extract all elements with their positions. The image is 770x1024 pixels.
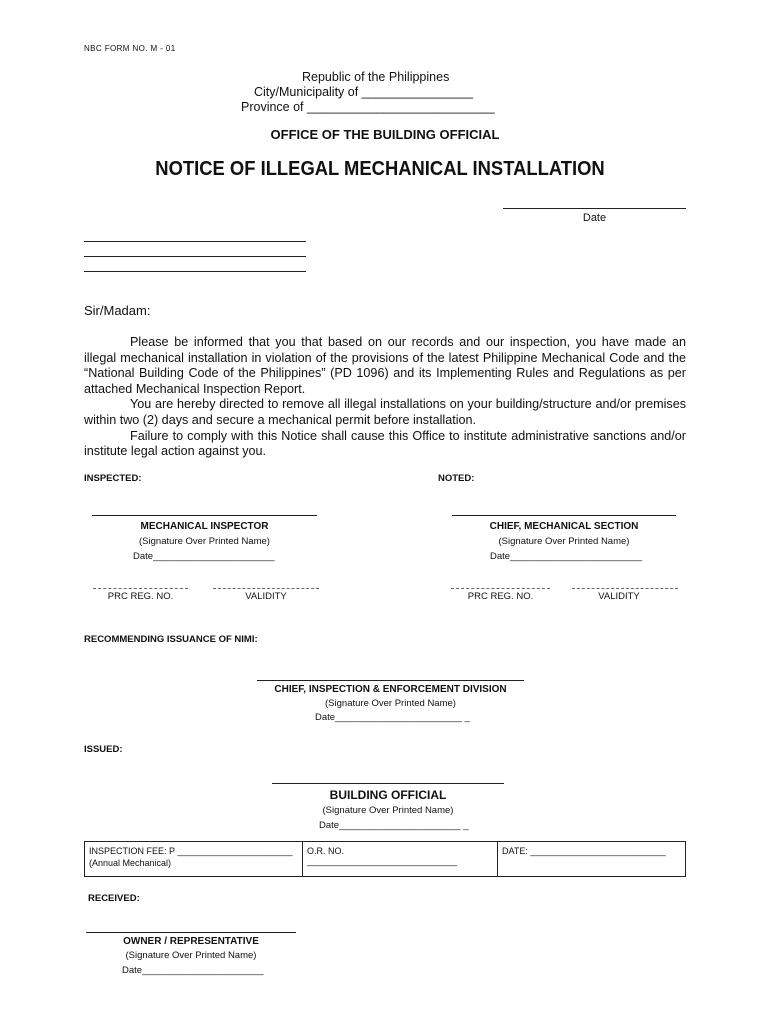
addressee-line-2 xyxy=(84,256,306,257)
building-official-date: Date_______________________ _ xyxy=(319,820,469,831)
owner-date: Date_______________________ xyxy=(122,965,264,976)
recommending-label: RECOMMENDING ISSUANCE OF NIMI: xyxy=(84,634,258,645)
inspector-title: MECHANICAL INSPECTOR xyxy=(140,521,269,532)
chief-prc-label: PRC REG. NO. xyxy=(467,591,534,602)
date-line xyxy=(503,208,686,209)
chief-mechanical-date: Date_________________________ xyxy=(490,551,643,562)
chief-inspection-sub: (Signature Over Printed Name) xyxy=(325,698,456,709)
noted-label: NOTED: xyxy=(438,473,475,484)
chief-mechanical-sub: (Signature Over Printed Name) xyxy=(498,536,630,547)
inspector-prc-label: PRC REG. NO. xyxy=(107,591,174,602)
inspector-sub: (Signature Over Printed Name) xyxy=(139,536,270,547)
chief-inspection-signature-line xyxy=(257,680,524,681)
date-label: Date xyxy=(582,212,607,224)
chief-inspection-title: CHIEF, INSPECTION & ENFORCEMENT DIVISION xyxy=(274,684,507,695)
inspector-signature-line xyxy=(92,515,317,516)
office-heading: OFFICE OF THE BUILDING OFFICIAL xyxy=(270,127,500,142)
fee-table xyxy=(84,841,686,877)
city-line: City/Municipality of ________________ xyxy=(254,85,473,99)
chief-validity-label: VALIDITY xyxy=(598,591,640,602)
body-paragraph-3: Failure to comply with this Notice shall cause this Office to institute administrative sanctions and/or institute legal action against you. xyxy=(84,428,686,459)
body-paragraph-2: You are hereby directed to remove all illegal installations on your building/structure and/or premises within two (2) days and secure a mechanical permit before installation. xyxy=(84,397,686,427)
inspector-prc-line xyxy=(93,588,188,589)
page-title: NOTICE OF ILLEGAL MECHANICAL INSTALLATION xyxy=(155,158,605,180)
salutation: Sir/Madam: xyxy=(84,303,151,318)
owner-sub: (Signature Over Printed Name) xyxy=(125,950,257,961)
received-label: RECEIVED: xyxy=(88,893,140,904)
notice-body xyxy=(84,335,686,460)
owner-signature-line xyxy=(86,932,296,933)
chief-validity-line xyxy=(572,588,678,589)
chief-prc-line xyxy=(451,588,550,589)
chief-inspection-date: Date________________________ _ xyxy=(315,712,470,723)
fee-note: (Annual Mechanical) xyxy=(89,858,172,868)
building-official-title: BUILDING OFFICIAL xyxy=(329,788,447,802)
inspector-validity-label: VALIDITY xyxy=(245,591,287,602)
inspector-date: Date_______________________ xyxy=(133,551,275,562)
inspector-validity-line xyxy=(213,588,319,589)
fee-date-field[interactable]: DATE: ___________________________ xyxy=(498,842,686,877)
issued-label: ISSUED: xyxy=(84,744,123,755)
republic-line: Republic of the Philippines xyxy=(302,70,450,84)
building-official-signature-line xyxy=(272,783,504,784)
inspection-fee-field: INSPECTION FEE: P _______________________ xyxy=(89,846,293,856)
owner-title: OWNER / REPRESENTATIVE xyxy=(123,936,259,947)
chief-mechanical-title: CHIEF, MECHANICAL SECTION xyxy=(489,521,639,532)
addressee-line-3 xyxy=(84,271,306,272)
fee-cell[interactable] xyxy=(85,842,303,877)
province-line: Province of ___________________________ xyxy=(241,100,495,114)
inspected-label: INSPECTED: xyxy=(84,473,142,484)
fee-table-row xyxy=(85,842,686,877)
body-paragraph-1: Please be informed that you that based on our records and our inspection, you have made an illegal mechanical installation in violation of the provisions of the latest Philippine Mechanical Code and the “National Building Code of the Philippines” (PD 1096) and its Implementing Rules and Regulations as per attached Mechanical Inspection Report. xyxy=(84,335,686,396)
addressee-line-1 xyxy=(84,241,306,242)
form-number: NBC FORM NO. M - 01 xyxy=(84,44,176,53)
chief-mechanical-signature-line xyxy=(452,515,676,516)
building-official-sub: (Signature Over Printed Name) xyxy=(322,805,454,816)
or-number-field[interactable]: O.R. NO. ______________________________ xyxy=(303,842,498,877)
